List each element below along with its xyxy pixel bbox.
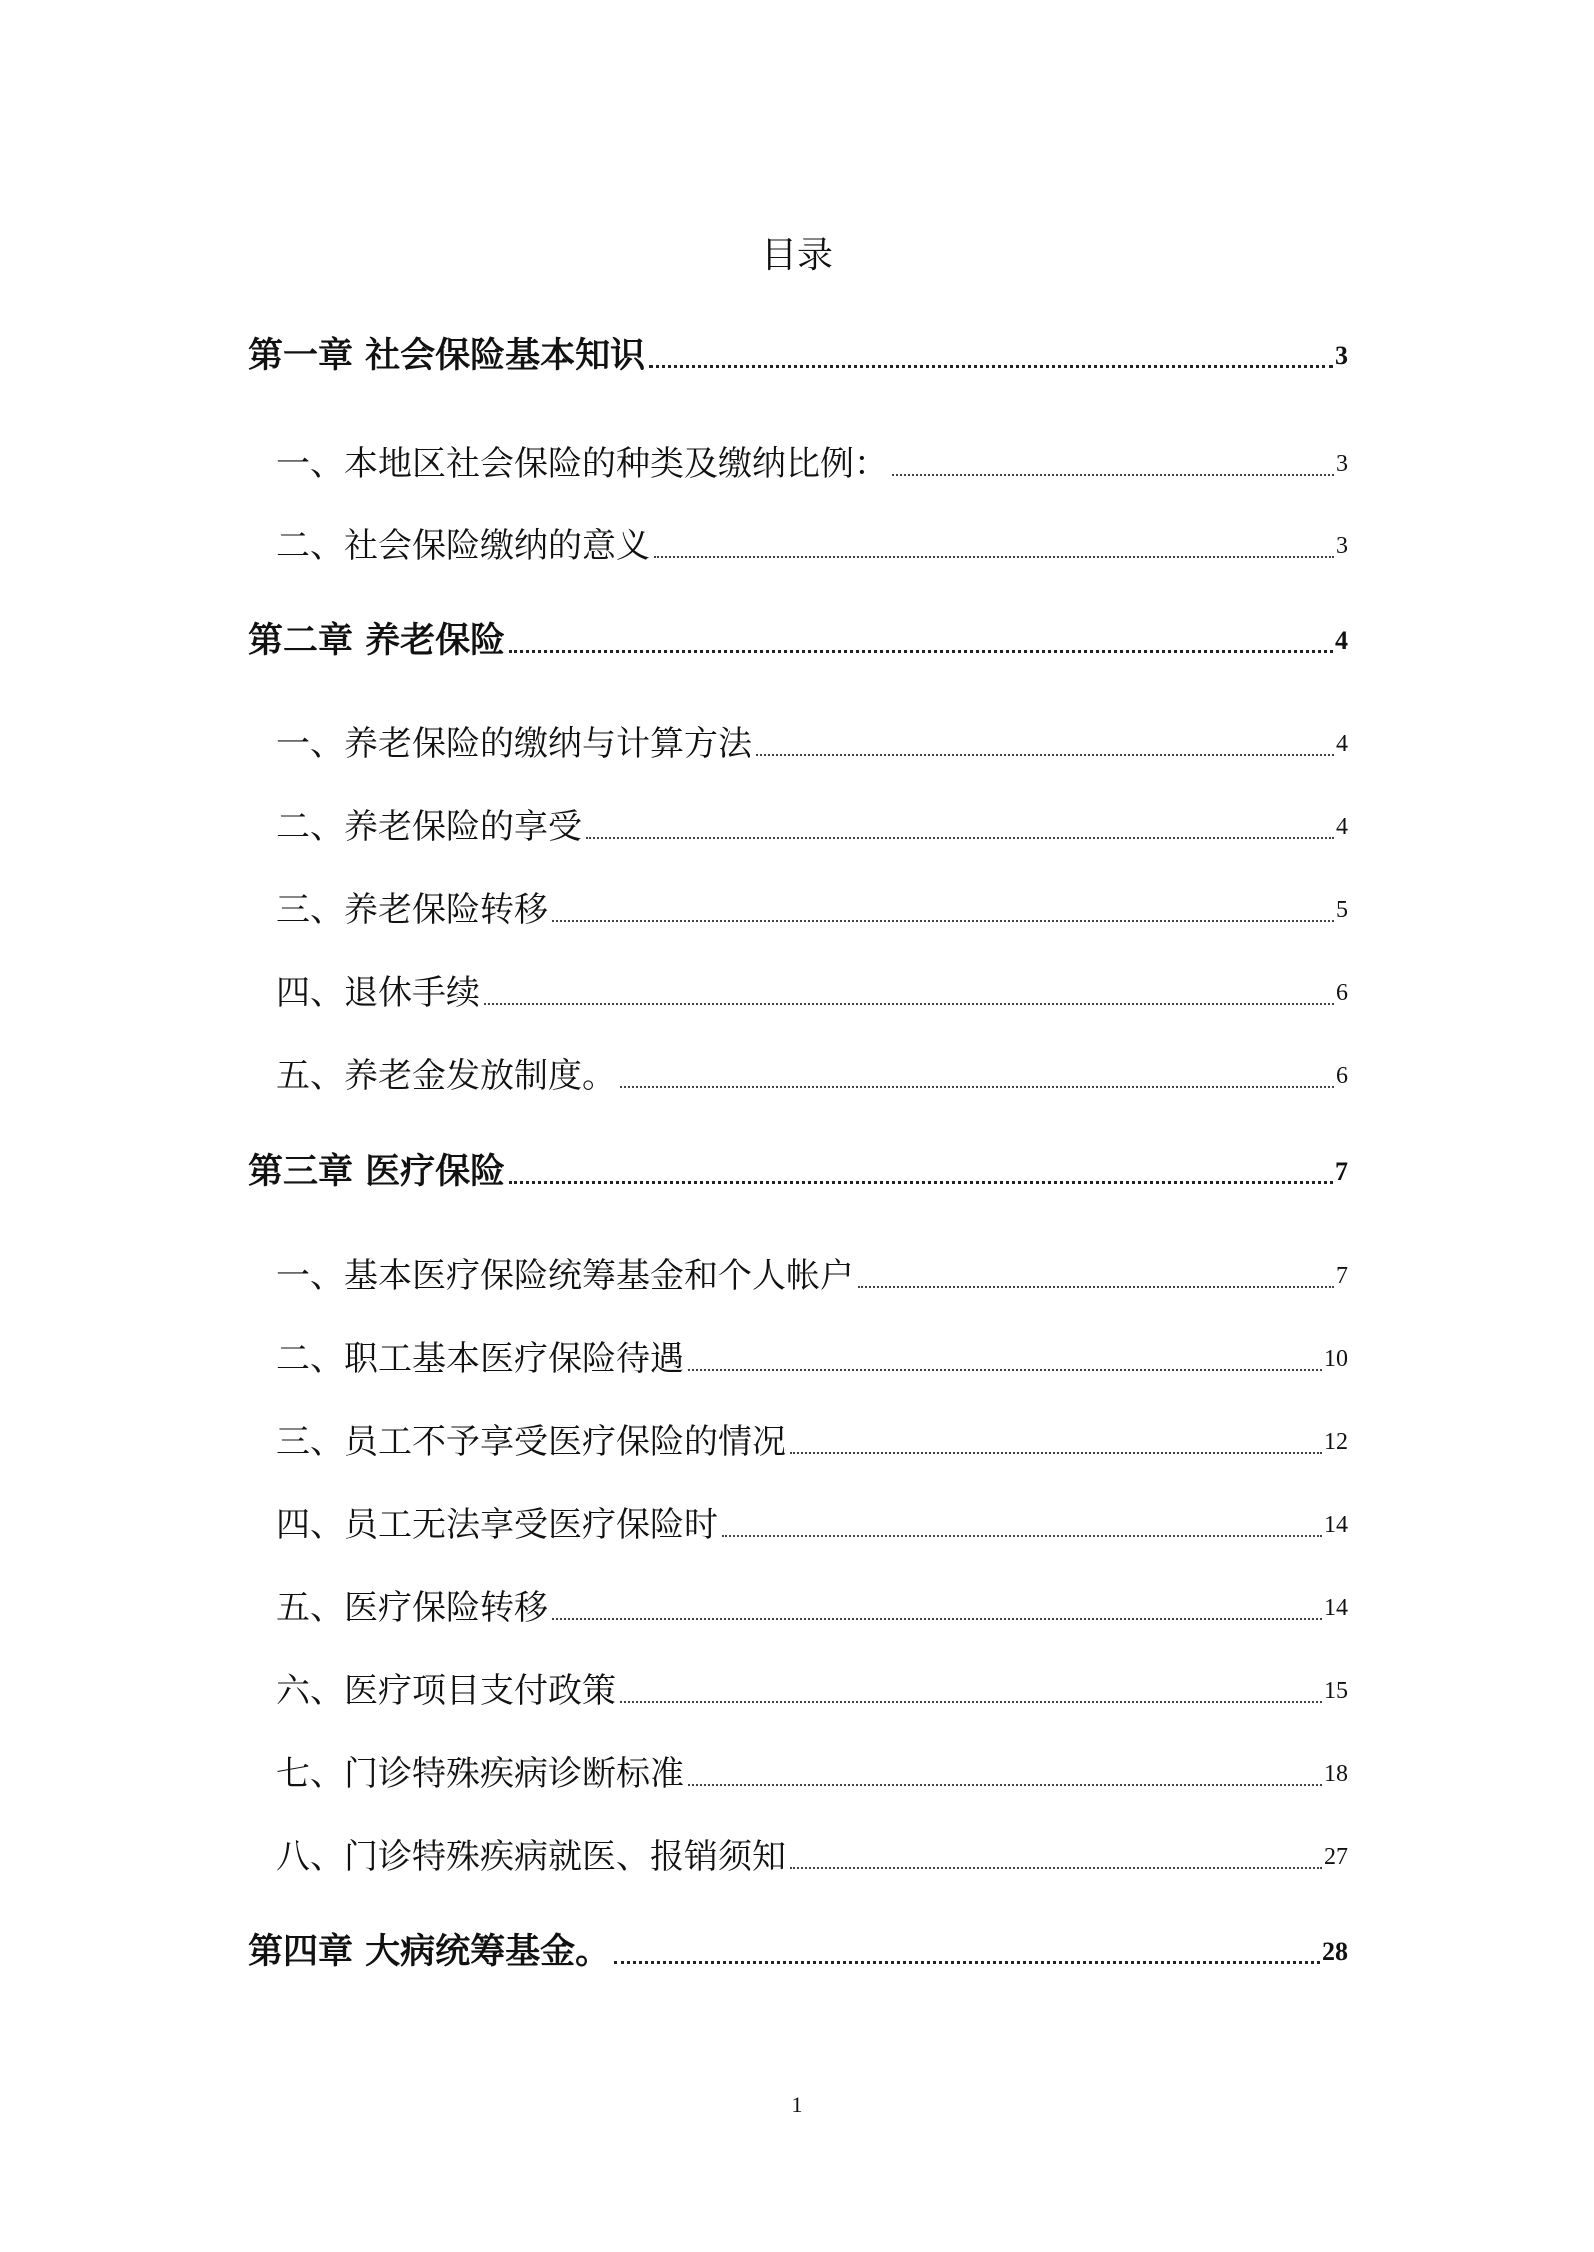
toc-entry-text: 第三章 医疗保险 bbox=[248, 1151, 506, 1192]
toc-entry-text: 二、养老保险的享受 bbox=[276, 807, 582, 847]
toc-page-number: 12 bbox=[1324, 1429, 1348, 1455]
toc-page-number: 27 bbox=[1324, 1844, 1348, 1870]
dot-leader bbox=[688, 1369, 1322, 1371]
dot-leader bbox=[892, 474, 1334, 476]
dot-leader bbox=[552, 920, 1334, 922]
toc-section-2-1[interactable] bbox=[276, 718, 1348, 768]
toc-entry-text: 三、养老保险转移 bbox=[276, 890, 548, 930]
toc-chapter-4[interactable] bbox=[248, 1926, 1348, 1976]
dot-leader bbox=[620, 1701, 1322, 1703]
toc-entry-text: 六、医疗项目支付政策 bbox=[276, 1671, 616, 1711]
toc-chapter-1[interactable] bbox=[248, 330, 1348, 380]
toc-section-3-3[interactable] bbox=[276, 1416, 1348, 1466]
toc-section-3-5[interactable] bbox=[276, 1582, 1348, 1632]
page-title: 目录 bbox=[760, 235, 833, 276]
toc-page-number: 5 bbox=[1336, 897, 1348, 923]
toc-page-number: 3 bbox=[1335, 341, 1348, 370]
dot-leader bbox=[614, 1961, 1320, 1964]
dot-leader bbox=[620, 1086, 1334, 1088]
toc-section-1-2[interactable] bbox=[276, 520, 1348, 570]
toc-page-number: 3 bbox=[1336, 533, 1348, 559]
dot-leader bbox=[586, 837, 1334, 839]
toc-entry-text: 二、职工基本医疗保险待遇 bbox=[276, 1339, 684, 1379]
toc-section-3-6[interactable] bbox=[276, 1665, 1348, 1715]
toc-page-number: 3 bbox=[1336, 451, 1348, 477]
toc-section-3-7[interactable] bbox=[276, 1748, 1348, 1798]
toc-chapter-3[interactable] bbox=[248, 1146, 1348, 1196]
dot-leader bbox=[484, 1003, 1334, 1005]
toc-entry-text: 七、门诊特殊疾病诊断标准 bbox=[276, 1754, 684, 1794]
toc-entry-text: 第二章 养老保险 bbox=[248, 620, 506, 661]
toc-chapter-2[interactable] bbox=[248, 615, 1348, 665]
toc-section-3-8[interactable] bbox=[276, 1831, 1348, 1881]
dot-leader bbox=[756, 754, 1334, 756]
toc-page-number: 10 bbox=[1324, 1346, 1348, 1372]
dot-leader bbox=[509, 1181, 1333, 1184]
dot-leader bbox=[649, 365, 1333, 368]
toc-page-number: 7 bbox=[1335, 1157, 1348, 1186]
toc-section-3-4[interactable] bbox=[276, 1499, 1348, 1549]
dot-leader bbox=[552, 1618, 1322, 1620]
toc-page-number: 4 bbox=[1336, 814, 1348, 840]
dot-leader bbox=[722, 1535, 1322, 1537]
toc-page-number: 6 bbox=[1336, 1063, 1348, 1089]
toc-entry-text: 三、员工不予享受医疗保险的情况 bbox=[276, 1422, 786, 1462]
toc-page-number: 18 bbox=[1324, 1761, 1348, 1787]
toc-page-number: 4 bbox=[1336, 731, 1348, 757]
toc-page-number: 14 bbox=[1324, 1595, 1348, 1621]
dot-leader bbox=[509, 650, 1333, 653]
toc-entry-text: 第四章 大病统筹基金。 bbox=[248, 1931, 611, 1972]
toc-entry-text: 第一章 社会保险基本知识 bbox=[248, 335, 646, 376]
toc-entry-text: 一、养老保险的缴纳与计算方法 bbox=[276, 724, 752, 764]
toc-entry-text: 五、医疗保险转移 bbox=[276, 1588, 548, 1628]
dot-leader bbox=[688, 1784, 1322, 1786]
dot-leader bbox=[654, 556, 1334, 558]
toc-entry-text: 五、养老金发放制度。 bbox=[276, 1056, 616, 1096]
dot-leader bbox=[790, 1452, 1322, 1454]
toc-entry-text: 四、员工无法享受医疗保险时 bbox=[276, 1505, 718, 1545]
toc-section-2-3[interactable] bbox=[276, 884, 1348, 934]
page-footer-number: 1 bbox=[791, 2092, 803, 2117]
dot-leader bbox=[790, 1867, 1322, 1869]
dot-leader bbox=[858, 1286, 1334, 1288]
toc-page-number: 6 bbox=[1336, 980, 1348, 1006]
toc-section-2-2[interactable] bbox=[276, 801, 1348, 851]
toc-page-number: 28 bbox=[1322, 1937, 1348, 1966]
toc-entry-text: 八、门诊特殊疾病就医、报销须知 bbox=[276, 1837, 786, 1877]
toc-page-number: 15 bbox=[1324, 1678, 1348, 1704]
toc-section-2-5[interactable] bbox=[276, 1050, 1348, 1100]
toc-section-2-4[interactable] bbox=[276, 967, 1348, 1017]
toc-section-1-1[interactable] bbox=[276, 438, 1348, 488]
toc-entry-text: 一、本地区社会保险的种类及缴纳比例： bbox=[276, 444, 888, 484]
toc-section-3-2[interactable] bbox=[276, 1333, 1348, 1383]
toc-section-3-1[interactable] bbox=[276, 1250, 1348, 1300]
toc-page-number: 7 bbox=[1336, 1263, 1348, 1289]
toc-page-number: 4 bbox=[1335, 626, 1348, 655]
toc-entry-text: 一、基本医疗保险统筹基金和个人帐户 bbox=[276, 1256, 854, 1296]
toc-entry-text: 四、退休手续 bbox=[276, 973, 480, 1013]
toc-page-number: 14 bbox=[1324, 1512, 1348, 1538]
toc-entry-text: 二、社会保险缴纳的意义 bbox=[276, 526, 650, 566]
